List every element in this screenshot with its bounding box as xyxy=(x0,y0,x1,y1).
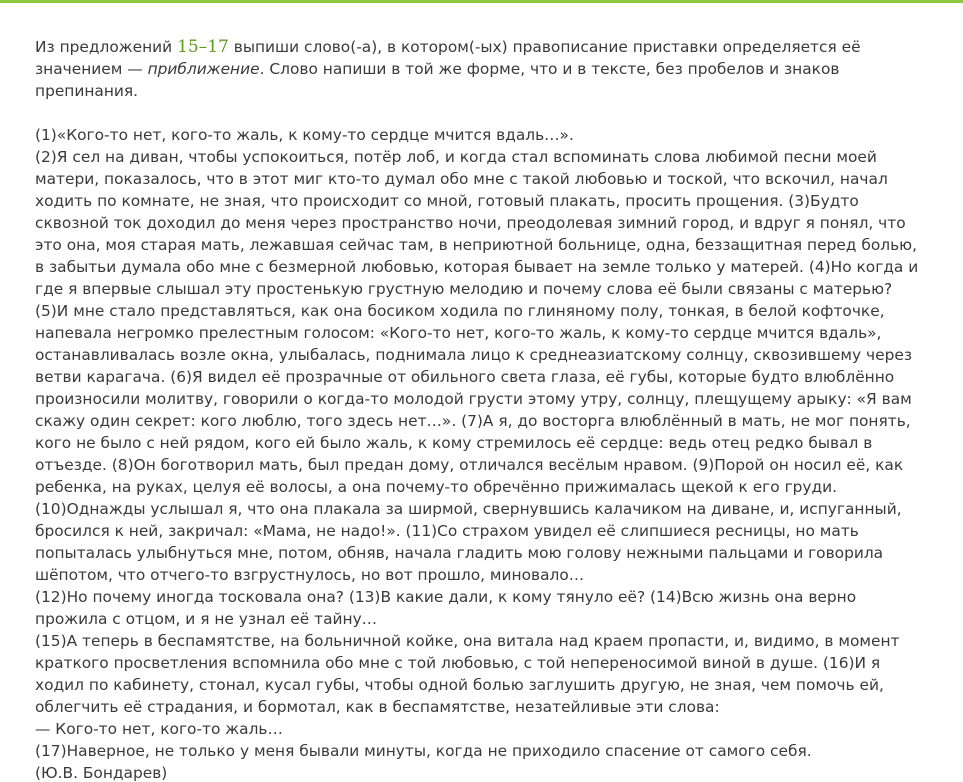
range-end: 17 xyxy=(207,37,229,57)
text-line: (5)И мне стало представляться, как она босиком ходила по глиняному полу, тонкая, в белой кофточке, напевала негромко прелестным голосом: «Кого-то нет, кого-то жаль, к кому-то сердце мчится вдаль», останавливалась возле окна, улыбалась, поднимала лицо к среднеазиатскому солнцу, сквозившему через ветви карагача. (6)Я видел её прозрачные от обильного света глаза, её губы, которые будто влюблённо произносили молитву, говорили о когда-то молодой грусти этому утру, солнцу, плещущему арыку: «Я вам скажу один секрет: кого люблю, того здесь нет…». (7)А я, до восторга влюблённый в мать, не мог понять, кого не было с ней рядом, кого ей было жаль, к кому стремилось её сердце: ведь отец редко бывал в отъезде. (8)Он боготворил мать, был предан дому, отличался весёлым нравом. (9)Порой он носил её, как ребенка, на руках, целуя её волосы, а она почему-то обречённо прижималась щекой к его груди. xyxy=(35,302,913,496)
task-card xyxy=(35,36,930,782)
source-text xyxy=(35,124,930,782)
text-line: (1)«Кого-то нет, кого-то жаль, к кому-то сердце мчится вдаль…». xyxy=(35,126,574,144)
text-line: — Кого-то нет, кого-то жаль… xyxy=(35,720,283,738)
author-line: (Ю.В. Бондарев) xyxy=(35,764,168,782)
task-instruction xyxy=(35,36,930,102)
text-line: (10)Однажды услышал я, что она плакала за ширмой, свернувшись калачиком на диване, и, испуганный, бросился к ней, закричал: «Мама, не надо!». (11)Со страхом увидел её слипшиеся ресницы, но мать попыталась улыбнуться мне, потом, обняв, начала гладить мою голову нежными пальцами и говорила шёпотом, что отчего-то взгрустнулось, но вот прошло, миновало… xyxy=(35,500,902,584)
task-suffix: . Слово напиши в той же форме, что и в тексте, без пробелов и знаков препинания. xyxy=(35,60,840,100)
task-prefix: Из предложений xyxy=(35,38,178,56)
text-line: (2)Я сел на диван, чтобы успокоиться, потёр лоб, и когда стал вспоминать слова любимой песни моей матери, показалось, что в этот миг кто-то думал обо мне с такой любовью и тоской, что вскочил, начал ходить по комнате, не зная, что происходит со мной, готовый плакать, просить прощения. (3)Будто сквозной ток доходил до меня через пространство ночи, преодолевая зимний город, и вдруг я понял, что это она, моя старая мать, лежавшая сейчас там, в неприютной больнице, одна, беззащитная перед болью, в забытьи думала обо мне с безмерной любовью, которая бывает на земле только у матерей. (4)Но когда и где я впервые слышал эту простенькую грустную мелодию и почему слова её были связаны с матерью? xyxy=(35,148,919,298)
text-line: (12)Но почему иногда тосковала она? (13)В какие дали, к кому тянуло её? (14)Всю жизнь она верно прожила с отцом, и я не узнал её тайну… xyxy=(35,588,857,628)
text-line: (15)А теперь в беспамятстве, на больничной койке, она витала над краем пропасти, и, видимо, в момент краткого просветления вспомнила обо мне с той любовью, с той непереносимой виной в душе. (16)И я ходил по кабинету, стонал, кусал губы, чтобы одной болью заглушить другую, не зная, чем помочь ей, облегчить её страдания, и бормотал, как в беспамятстве, незатейливые эти слова: xyxy=(35,632,900,716)
task-emphasis: приближение xyxy=(147,60,260,78)
range-start: 15 xyxy=(177,37,199,57)
range-dash: – xyxy=(198,37,208,57)
task-middle: выпиши слово(-а), в котором(-ых) правописание приставки определяется её значением — xyxy=(35,38,861,78)
text-line: (17)Наверное, не только у меня бывали минуты, когда не приходило спасение от самого себя. xyxy=(35,742,812,760)
